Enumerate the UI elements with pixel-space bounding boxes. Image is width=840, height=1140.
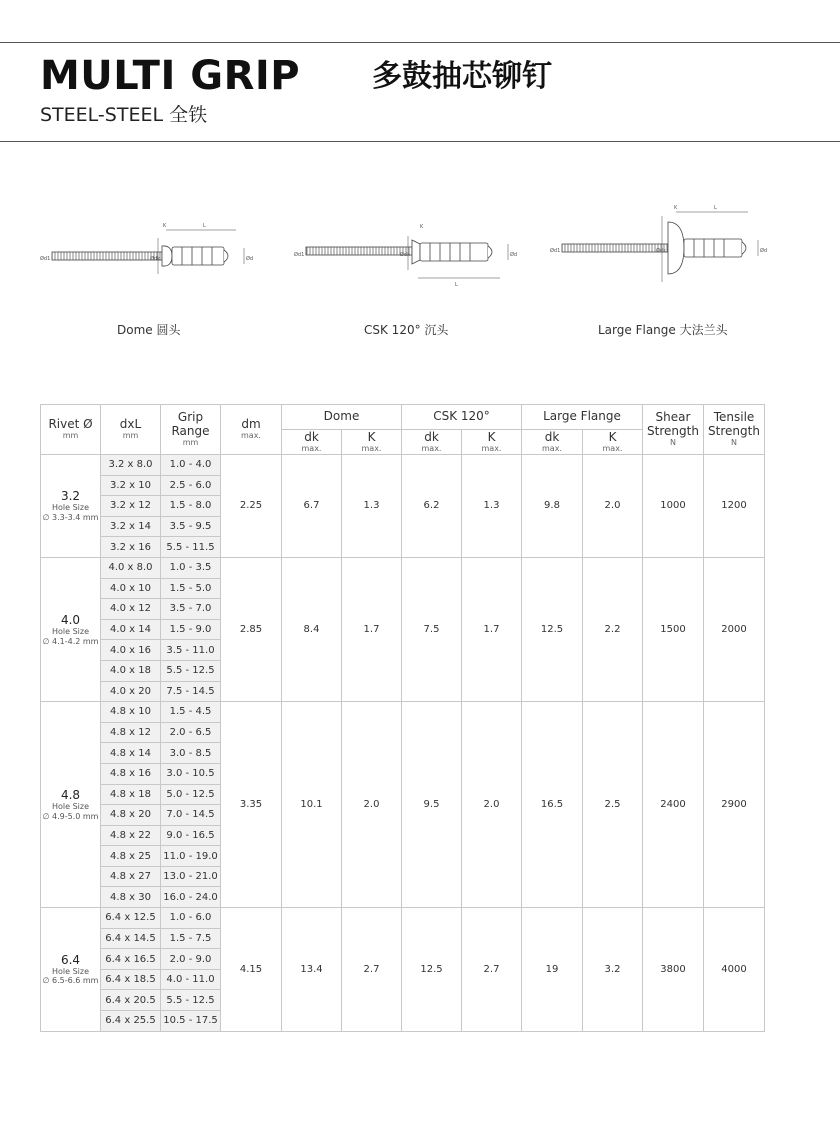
csk-k-cell: 1.7 xyxy=(462,557,522,701)
dxl-cell: 4.8 x 25 xyxy=(101,846,161,867)
grip-cell: 5.5 - 12.5 xyxy=(161,660,221,681)
dome-dk-cell: 8.4 xyxy=(282,557,342,701)
csk-d-label: Ød xyxy=(510,252,518,258)
grip-cell: 7.0 - 14.5 xyxy=(161,805,221,826)
header-dxl: dxL mm xyxy=(101,405,161,455)
grip-cell: 1.5 - 5.0 xyxy=(161,578,221,599)
title-cn: 多鼓抽芯铆钉 xyxy=(372,59,552,94)
hole-size-label: Hole Size xyxy=(51,626,90,636)
caption-large-flange: Large Flange 大法兰头 xyxy=(598,323,728,337)
csk-k-cell: 1.3 xyxy=(462,455,522,558)
dxl-cell: 4.0 x 10 xyxy=(101,578,161,599)
hole-size-value: ∅ 3.3-3.4 mm xyxy=(42,512,99,522)
dome-dk-label: Ødk xyxy=(150,256,161,262)
dxl-cell: 6.4 x 12.5 xyxy=(101,908,161,929)
header-dome: Dome xyxy=(282,405,402,430)
grip-cell: 16.0 - 24.0 xyxy=(161,887,221,908)
grip-cell: 1.5 - 7.5 xyxy=(161,928,221,949)
grip-cell: 5.5 - 12.5 xyxy=(161,990,221,1011)
grip-cell: 1.5 - 8.0 xyxy=(161,496,221,517)
rivet-diameter: 6.4 xyxy=(60,952,81,967)
rivet-cell xyxy=(41,908,101,1032)
lf-k-cell: 2.5 xyxy=(583,702,643,908)
header-large-flange: Large Flange xyxy=(522,405,643,430)
dome-l-label: L xyxy=(203,223,206,229)
grip-cell: 3.5 - 7.0 xyxy=(161,599,221,620)
grip-cell: 2.0 - 9.0 xyxy=(161,949,221,970)
grip-cell: 5.0 - 12.5 xyxy=(161,784,221,805)
csk-d1-label: Ød1 xyxy=(294,252,305,258)
grip-cell: 2.0 - 6.5 xyxy=(161,722,221,743)
csk-k-cell: 2.7 xyxy=(462,908,522,1032)
lf-dk-cell: 19 xyxy=(522,908,583,1032)
shear-cell: 2400 xyxy=(643,702,704,908)
rivet-cell xyxy=(41,455,101,558)
header-tensile: Tensile Strength N xyxy=(704,405,765,455)
dxl-cell: 4.8 x 20 xyxy=(101,805,161,826)
rivet-cell xyxy=(41,557,101,701)
dxl-cell: 3.2 x 14 xyxy=(101,516,161,537)
spec-table-body xyxy=(41,455,765,1032)
rivet-diameter: 4.0 xyxy=(60,612,81,627)
header-shear: Shear Strength N xyxy=(643,405,704,455)
csk-dk-cell: 6.2 xyxy=(402,455,462,558)
dxl-cell: 4.8 x 10 xyxy=(101,702,161,723)
dome-k-cell: 1.3 xyxy=(342,455,402,558)
dome-k-cell: 2.7 xyxy=(342,908,402,1032)
csk-rivet-diagram xyxy=(294,224,517,288)
subtitle: STEEL-STEEL 全铁 xyxy=(40,104,208,126)
hole-size-label: Hole Size xyxy=(51,503,90,513)
grip-cell: 11.0 - 19.0 xyxy=(161,846,221,867)
large-flange-rivet-diagram xyxy=(550,205,767,282)
shear-cell: 1000 xyxy=(643,455,704,558)
hole-size-value: ∅ 4.1-4.2 mm xyxy=(42,636,99,646)
shear-cell: 1500 xyxy=(643,557,704,701)
grip-cell: 3.0 - 8.5 xyxy=(161,743,221,764)
table-row xyxy=(41,557,765,578)
table-row xyxy=(41,908,765,929)
caption-csk: CSK 120° 沉头 xyxy=(364,323,449,337)
lf-dk-cell: 9.8 xyxy=(522,455,583,558)
dxl-cell: 4.0 x 20 xyxy=(101,681,161,702)
table-row xyxy=(41,455,765,476)
header-dome-dk: dk max. xyxy=(282,430,342,455)
dome-k-cell: 2.0 xyxy=(342,702,402,908)
hole-size-label: Hole Size xyxy=(51,802,90,811)
hole-size-label: Hole Size xyxy=(51,966,90,976)
hole-size-value: ∅ 6.5-6.6 mm xyxy=(42,976,99,986)
rivet-cell xyxy=(41,702,101,908)
rivet-diameter: 4.8 xyxy=(60,788,81,802)
rivet-diameter: 3.2 xyxy=(60,489,81,504)
dxl-cell: 3.2 x 10 xyxy=(101,475,161,496)
grip-cell: 1.0 - 4.0 xyxy=(161,455,221,476)
dxl-cell: 4.8 x 18 xyxy=(101,784,161,805)
csk-dk-cell: 7.5 xyxy=(402,557,462,701)
header-csk-dk: dk max. xyxy=(402,430,462,455)
dm-cell: 3.35 xyxy=(221,702,282,908)
title-en: MULTI GRIP xyxy=(40,53,301,99)
rivet-diagrams xyxy=(0,200,840,300)
lf-k-label: K xyxy=(674,205,678,211)
tensile-cell: 2900 xyxy=(704,702,765,908)
header-rivet: Rivet Ø mm xyxy=(41,405,101,455)
grip-cell: 3.5 - 9.5 xyxy=(161,516,221,537)
caption-dome: Dome 圆头 xyxy=(117,323,181,337)
lf-dk-label: Ødk xyxy=(656,248,667,254)
dxl-cell: 4.0 x 8.0 xyxy=(101,557,161,578)
header-dm: dm max. xyxy=(221,405,282,455)
dxl-cell: 6.4 x 18.5 xyxy=(101,969,161,990)
grip-cell: 1.5 - 9.0 xyxy=(161,619,221,640)
grip-cell: 2.5 - 6.0 xyxy=(161,475,221,496)
dome-dk-cell: 6.7 xyxy=(282,455,342,558)
dxl-cell: 3.2 x 12 xyxy=(101,496,161,517)
grip-cell: 1.5 - 4.5 xyxy=(161,702,221,723)
dxl-cell: 4.0 x 14 xyxy=(101,619,161,640)
dxl-cell: 3.2 x 8.0 xyxy=(101,455,161,476)
grip-cell: 4.0 - 11.0 xyxy=(161,969,221,990)
dome-rivet-diagram xyxy=(40,223,253,274)
grip-cell: 10.5 - 17.5 xyxy=(161,1011,221,1032)
header-dome-k: K max. xyxy=(342,430,402,455)
csk-dk-cell: 12.5 xyxy=(402,908,462,1032)
tensile-cell: 2000 xyxy=(704,557,765,701)
lf-dk-cell: 12.5 xyxy=(522,557,583,701)
dxl-cell: 6.4 x 20.5 xyxy=(101,990,161,1011)
spec-table xyxy=(40,404,765,1032)
dxl-cell: 4.0 x 12 xyxy=(101,599,161,620)
top-rule xyxy=(0,42,840,43)
csk-l-label: L xyxy=(455,282,458,288)
lf-d1-label: Ød1 xyxy=(550,248,561,254)
header-csk: CSK 120° xyxy=(402,405,522,430)
dome-k-cell: 1.7 xyxy=(342,557,402,701)
csk-k-label: K xyxy=(420,224,424,230)
dxl-cell: 4.0 x 16 xyxy=(101,640,161,661)
dxl-cell: 4.8 x 27 xyxy=(101,866,161,887)
lf-l-label: L xyxy=(714,205,717,211)
lf-dk-cell: 16.5 xyxy=(522,702,583,908)
csk-k-cell: 2.0 xyxy=(462,702,522,908)
dxl-cell: 4.8 x 22 xyxy=(101,825,161,846)
dxl-cell: 4.8 x 14 xyxy=(101,743,161,764)
lf-k-cell: 2.2 xyxy=(583,557,643,701)
dxl-cell: 6.4 x 16.5 xyxy=(101,949,161,970)
grip-cell: 3.5 - 11.0 xyxy=(161,640,221,661)
table-row xyxy=(41,702,765,723)
dome-k-label: K xyxy=(163,223,167,229)
dm-cell: 2.85 xyxy=(221,557,282,701)
grip-cell: 5.5 - 11.5 xyxy=(161,537,221,558)
header-lf-dk: dk max. xyxy=(522,430,583,455)
header-bottom-rule xyxy=(0,141,840,142)
dxl-cell: 3.2 x 16 xyxy=(101,537,161,558)
dxl-cell: 6.4 x 25.5 xyxy=(101,1011,161,1032)
shear-cell: 3800 xyxy=(643,908,704,1032)
tensile-cell: 1200 xyxy=(704,455,765,558)
dxl-cell: 4.8 x 16 xyxy=(101,763,161,784)
grip-cell: 9.0 - 16.5 xyxy=(161,825,221,846)
dome-dk-cell: 13.4 xyxy=(282,908,342,1032)
tensile-cell: 4000 xyxy=(704,908,765,1032)
grip-cell: 13.0 - 21.0 xyxy=(161,866,221,887)
lf-d-label: Ød xyxy=(760,248,768,254)
dxl-cell: 6.4 x 14.5 xyxy=(101,928,161,949)
dome-d1-label: Ød1 xyxy=(40,256,51,262)
grip-cell: 1.0 - 6.0 xyxy=(161,908,221,929)
dome-d-label: Ød xyxy=(246,256,254,262)
hole-size-value: ∅ 4.9-5.0 mm xyxy=(42,811,99,821)
dxl-cell: 4.0 x 18 xyxy=(101,660,161,681)
grip-cell: 7.5 - 14.5 xyxy=(161,681,221,702)
header-grip: Grip Range mm xyxy=(161,405,221,455)
header-csk-k: K max. xyxy=(462,430,522,455)
dxl-cell: 4.8 x 12 xyxy=(101,722,161,743)
csk-dk-label: Ødk xyxy=(400,252,411,258)
grip-cell: 1.0 - 3.5 xyxy=(161,557,221,578)
dm-cell: 4.15 xyxy=(221,908,282,1032)
dm-cell: 2.25 xyxy=(221,455,282,558)
dxl-cell: 4.8 x 30 xyxy=(101,887,161,908)
lf-k-cell: 2.0 xyxy=(583,455,643,558)
header-lf-k: K max. xyxy=(583,430,643,455)
grip-cell: 3.0 - 10.5 xyxy=(161,763,221,784)
dome-dk-cell: 10.1 xyxy=(282,702,342,908)
lf-k-cell: 3.2 xyxy=(583,908,643,1032)
csk-dk-cell: 9.5 xyxy=(402,702,462,908)
